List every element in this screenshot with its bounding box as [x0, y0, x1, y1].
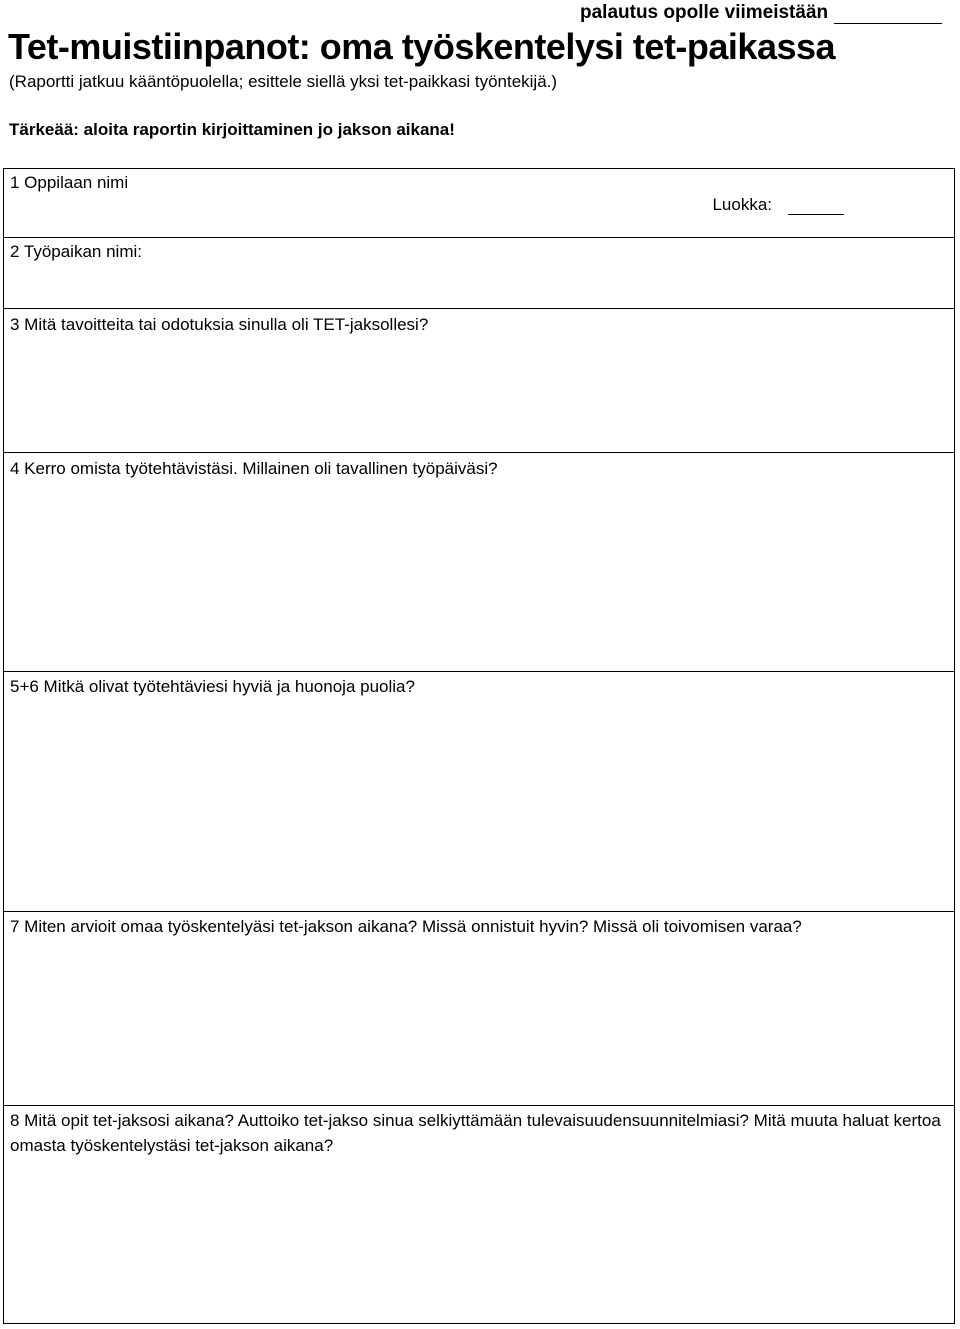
class-field[interactable] [712, 195, 844, 215]
return-deadline [580, 2, 942, 24]
form-row-goals[interactable] [4, 309, 954, 453]
learnings-question: 8 Mitä opit tet-jaksosi aikana? Auttoiko tet-jakso sinua selkiyttämään tulevaisuudensuunnitelmiasi? Mitä muuta haluat kertoa omasta työskentelystäsi tet-jakson aikana? [10, 1111, 941, 1155]
form-row-workplace-name[interactable] [4, 238, 954, 309]
goals-question: 3 Mitä tavoitteita tai odotuksia sinulla oli TET-jaksollesi? [10, 315, 429, 334]
form-row-self-evaluation[interactable] [4, 912, 954, 1106]
student-name-label: 1 Oppilaan nimi [10, 173, 129, 192]
page-title: Tet-muistiinpanot: oma työskentelysi tet-paikassa [8, 26, 836, 67]
class-blank-line[interactable] [788, 197, 844, 215]
form-row-pros-cons[interactable] [4, 672, 954, 912]
important-note: Tärkeää: aloita raportin kirjoittaminen jo jakson aikana! [9, 120, 455, 139]
deadline-label: palautus opolle viimeistään [580, 2, 829, 23]
pros-cons-question: 5+6 Mitkä olivat työtehtäviesi hyviä ja huonoja puolia? [10, 677, 415, 696]
class-label: Luokka: [712, 195, 772, 214]
self-evaluation-question: 7 Miten arvioit omaa työskentelyäsi tet-jakson aikana? Missä onnistuit hyvin? Missä oli toivomisen varaa? [10, 917, 802, 936]
form-row-tasks[interactable] [4, 453, 954, 672]
form-row-student-name[interactable] [4, 169, 954, 238]
report-form [3, 168, 955, 1324]
workplace-name-label: 2 Työpaikan nimi: [10, 242, 142, 261]
tasks-question: 4 Kerro omista työtehtävistäsi. Millainen oli tavallinen työpäiväsi? [10, 459, 498, 478]
page-subtitle: (Raportti jatkuu kääntöpuolella; esittele siellä yksi tet-paikkasi työntekijä.) [9, 72, 558, 91]
form-row-learnings[interactable] [4, 1106, 954, 1325]
deadline-blank-line[interactable] [834, 5, 942, 24]
